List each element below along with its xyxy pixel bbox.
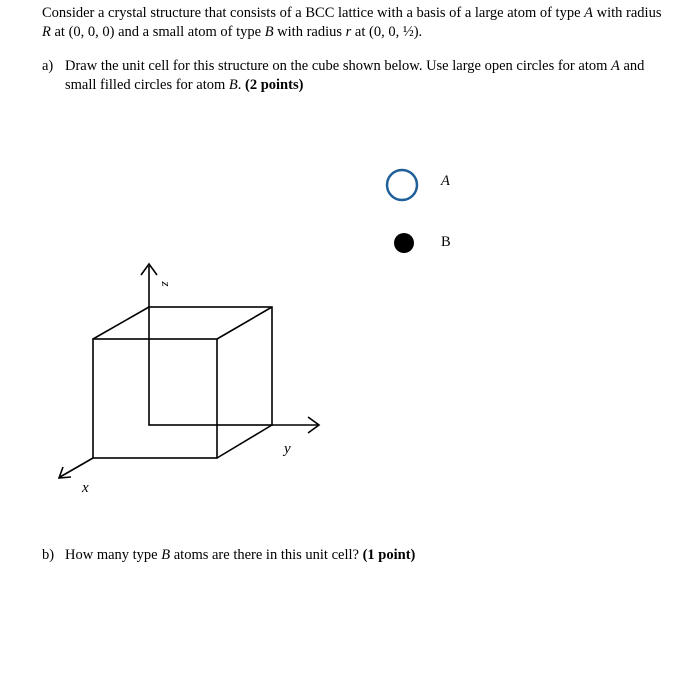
cube-wireframe bbox=[93, 307, 272, 458]
part-b-text-1: How many type bbox=[65, 547, 162, 563]
part-b-label: b) bbox=[42, 547, 55, 563]
part-b-atom-b: B bbox=[161, 547, 171, 563]
y-axis bbox=[272, 417, 319, 433]
part-a-atom-a: A bbox=[611, 58, 620, 74]
z-axis bbox=[141, 264, 157, 307]
y-axis-label: y bbox=[284, 441, 291, 457]
part-a-points: (2 points) bbox=[245, 77, 304, 93]
part-a-text-3: . bbox=[237, 77, 245, 93]
part-a-text-1: Draw the unit cell for this structure on the cube shown below. Use large open circles for atom bbox=[65, 58, 612, 74]
part-b-text-2: atoms are there in this unit cell? bbox=[170, 547, 363, 563]
part-a-text-2: and small filled circles for atom bbox=[65, 58, 645, 93]
legend-a-label: A bbox=[441, 173, 450, 189]
cube-front-face bbox=[93, 339, 217, 458]
intro-text-4: with radius bbox=[273, 24, 346, 40]
part-b-question bbox=[65, 546, 665, 565]
radius-small-symbol: r bbox=[345, 24, 352, 40]
atom-b-symbol: B bbox=[264, 24, 274, 40]
intro-text-2: with radius bbox=[593, 5, 662, 21]
atom-a-symbol: A bbox=[584, 5, 594, 21]
cube-edge bbox=[217, 307, 272, 339]
part-b-points: (1 point) bbox=[362, 547, 416, 563]
x-axis-label: x bbox=[82, 480, 89, 496]
cube-back-face bbox=[149, 307, 272, 425]
open-circle-legend-icon bbox=[387, 170, 417, 200]
legend-b-label: B bbox=[441, 234, 451, 250]
cube-edge bbox=[217, 425, 272, 458]
z-axis-label: z bbox=[159, 281, 174, 287]
cube-edge bbox=[93, 307, 149, 339]
intro-text-5: at (0, 0, ½). bbox=[351, 24, 423, 40]
part-a-label: a) bbox=[42, 58, 54, 74]
x-axis bbox=[59, 458, 93, 478]
part-a-atom-b: B bbox=[228, 77, 238, 93]
intro-text-3: at (0, 0, 0) and a small atom of type bbox=[50, 24, 265, 40]
radius-big-symbol: R bbox=[42, 24, 51, 40]
filled-circle-legend-icon bbox=[394, 233, 414, 253]
intro-text-1: Consider a crystal structure that consists of a BCC lattice with a basis of a large atom of type bbox=[42, 5, 585, 21]
